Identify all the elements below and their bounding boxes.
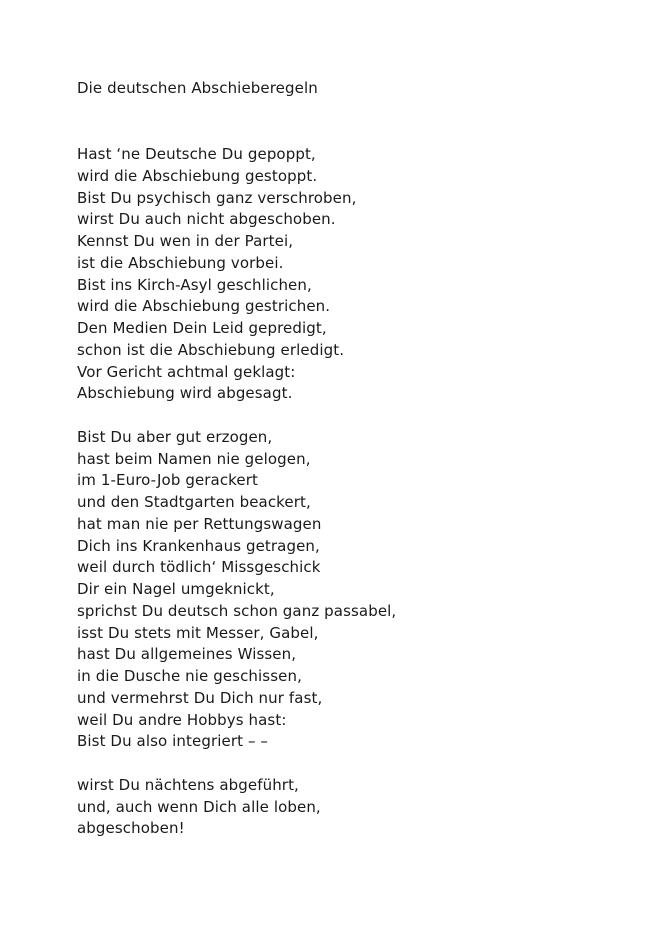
- stanza-gap: [77, 753, 396, 775]
- poem-line: wird die Abschiebung gestrichen.: [77, 297, 331, 316]
- poem-line: sprichst Du deutsch schon ganz passabel,: [77, 601, 397, 620]
- poem-line: wirst Du auch nicht abgeschoben.: [77, 210, 336, 229]
- poem-line: Den Medien Dein Leid gepredigt,: [77, 319, 327, 337]
- poem-line: in die Dusche nie geschissen,: [77, 667, 302, 685]
- poem-line: im 1-Euro-Job gerackert: [77, 471, 259, 490]
- poem-line: hast beim Namen nie gelogen,: [77, 449, 311, 468]
- poem-line: Bist ins Kirch-Asyl geschlichen,: [77, 275, 312, 294]
- stanza-1: [77, 144, 396, 405]
- poem-line: Kennst Du wen in der Partei,: [77, 232, 294, 250]
- poem-line: Hast ‘ne Deutsche Du gepoppt,: [77, 145, 316, 163]
- poem-line: wird die Abschiebung gestoppt.: [77, 166, 318, 185]
- poem-title: Die deutschen Abschieberegeln: [77, 79, 318, 97]
- stanza-3: [77, 775, 396, 840]
- poem-line: hast Du allgemeines Wissen,: [77, 645, 297, 664]
- poem-line: und, auch wenn Dich alle loben,: [77, 797, 321, 816]
- poem-line: schon ist die Abschiebung erledigt.: [77, 340, 345, 359]
- poem-line: abgeschoben!: [77, 819, 185, 838]
- poem-line: Vor Gericht achtmal geklagt:: [77, 362, 296, 381]
- poem-body: [77, 144, 396, 840]
- poem-line: Dir ein Nagel umgeknickt,: [77, 580, 275, 598]
- stanza-gap: [77, 405, 396, 427]
- poem-line: ist die Abschiebung vorbei.: [77, 253, 284, 272]
- poem-line: hat man nie per Rettungswagen: [77, 514, 322, 533]
- stanza-2: [77, 427, 396, 753]
- poem-line: wirst Du nächtens abgeführt,: [77, 775, 299, 794]
- poem-line: isst Du stets mit Messer, Gabel,: [77, 623, 319, 642]
- poem-line: Dich ins Krankenhaus getragen,: [77, 536, 320, 555]
- poem-line: weil Du andre Hobbys hast:: [77, 710, 287, 729]
- poem-line: Bist Du aber gut erzogen,: [77, 427, 273, 446]
- poem-line: und den Stadtgarten beackert,: [77, 493, 311, 511]
- poem-line: und vermehrst Du Dich nur fast,: [77, 688, 323, 707]
- poem-line: weil durch tödlich‘ Missgeschick: [77, 558, 321, 577]
- poem-line: Abschiebung wird abgesagt.: [77, 384, 293, 403]
- poem-line: Bist Du psychisch ganz verschroben,: [77, 188, 357, 207]
- poem-line: Bist Du also integriert – –: [77, 732, 269, 751]
